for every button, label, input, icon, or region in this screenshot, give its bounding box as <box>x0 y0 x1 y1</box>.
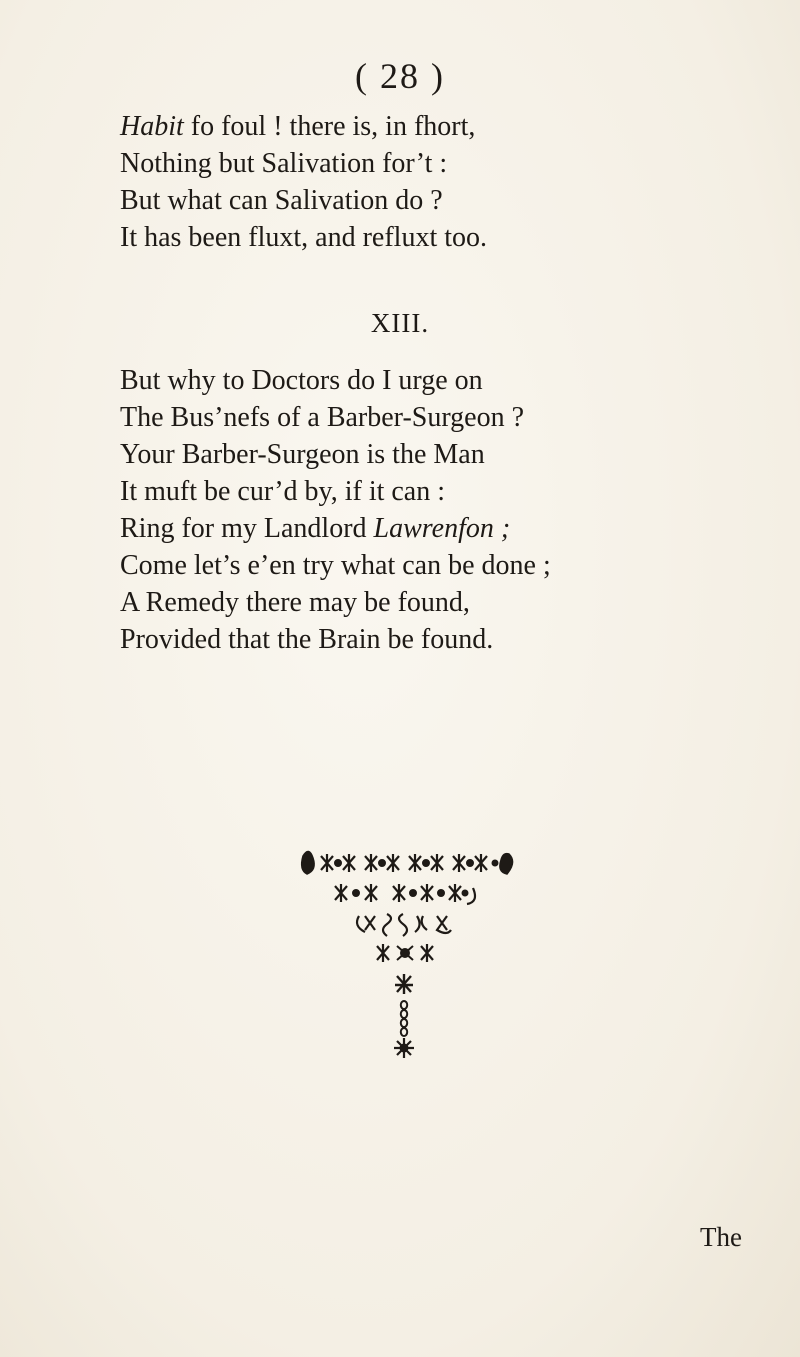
verse-line: Nothing but Salivation for’t : <box>120 148 448 179</box>
verse-line: It muft be cur’d by, if it can : <box>120 476 446 507</box>
verse-line: Habit fo foul ! there is, in fhort, <box>120 111 476 142</box>
catchword: The <box>700 1222 742 1252</box>
page-number: ( 28 ) <box>355 56 445 96</box>
stanza-1 <box>120 108 487 256</box>
verse-line: A Remedy there may be found, <box>120 587 470 618</box>
stanza-numeral: XIII. <box>370 308 430 338</box>
verse-line: Your Barber-Surgeon is the Man <box>120 439 485 470</box>
verse-line: Ring for my Landlord Lawrenfon ; <box>120 513 511 544</box>
verse-line: But what can Salivation do ? <box>120 185 443 216</box>
verse-line: It has been fluxt, and refluxt too. <box>120 222 488 253</box>
tailpiece-ornament-icon <box>295 842 525 1072</box>
stanza-2 <box>120 362 551 658</box>
verse-line: Provided that the Brain be found. <box>120 624 494 655</box>
verse-line: Come let’s e’en try what can be done ; <box>120 550 551 581</box>
verse-line: But why to Doctors do I urge on <box>120 365 483 396</box>
verse-line: The Bus’nefs of a Barber-Surgeon ? <box>120 402 525 433</box>
